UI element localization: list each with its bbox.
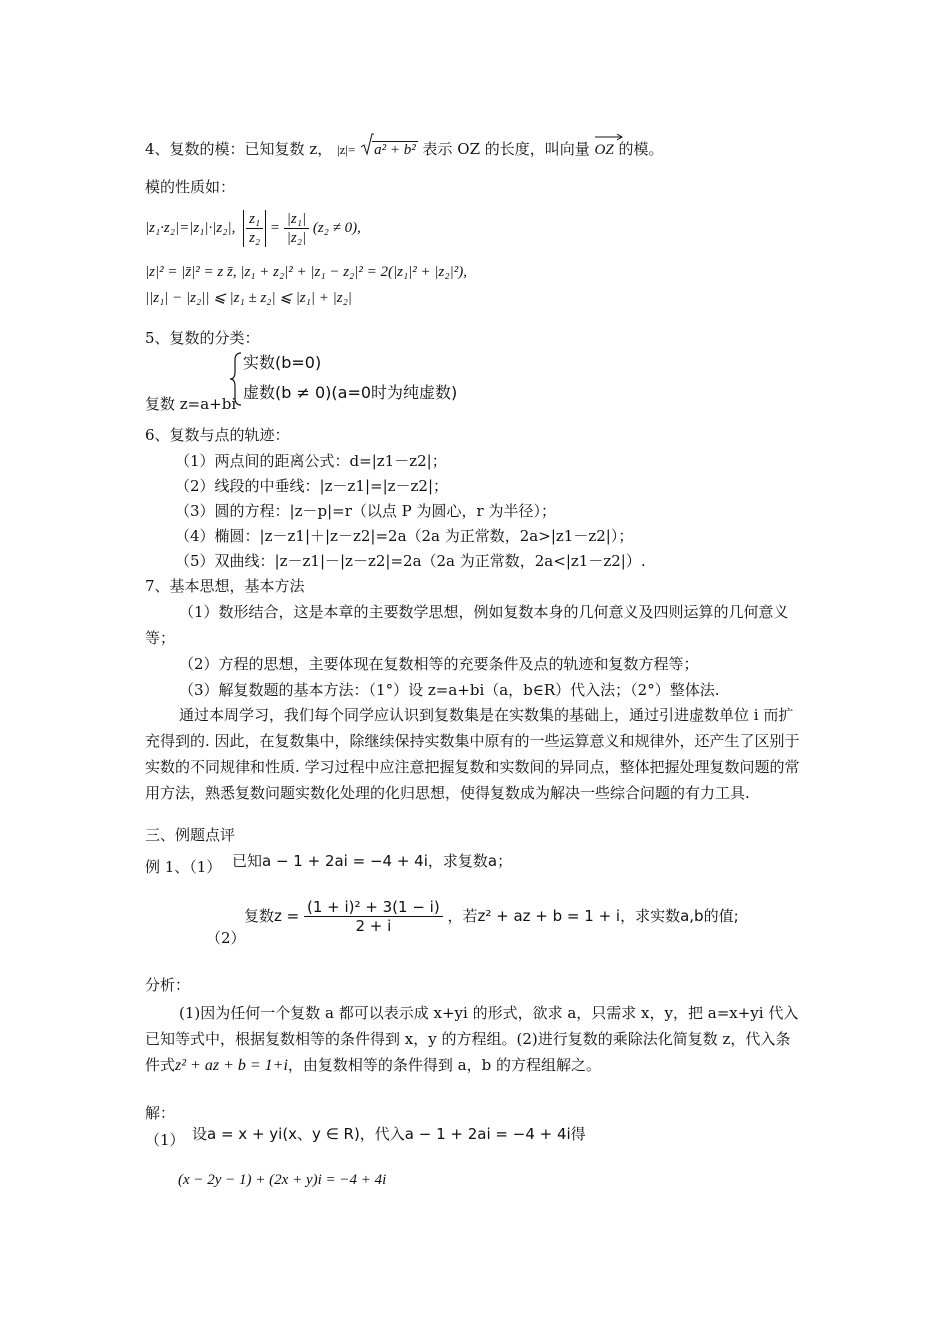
ex1-part2-den: 2 + i <box>355 917 392 935</box>
sqrt-radicand: a² + b² <box>374 142 416 158</box>
analysis-text-2: ，由复数相等的条件得到 a，b 的方程组解之。 <box>287 1056 601 1074</box>
analysis-title: 分析： <box>145 976 191 994</box>
condition-text: (z₂ ≠ 0), <box>312 219 361 236</box>
left-brace-icon <box>229 352 243 406</box>
s6-item-2: （2）线段的中垂线：|z－z1|=|z－z2|； <box>175 477 449 495</box>
solution-label: （1） <box>145 1131 185 1149</box>
solution-line-2: (x − 2y − 1) + (2x + y)i = −4 + 4i <box>178 1172 387 1188</box>
s4-text-3: 的模。 <box>618 140 664 158</box>
vector-oz <box>595 139 614 160</box>
vector-arrow-icon <box>595 133 623 141</box>
ex1-label: 例 1、（1） <box>145 858 222 876</box>
s7-para-2: （2）方程的思想，主要体现在复数相等的充要条件及点的轨迹和复数方程等； <box>179 655 699 673</box>
formula-product: |z₁·z₂|=|z₁|·|z₂|, <box>145 219 236 236</box>
s6-item-3: （3）圆的方程：|z－p|=r（以点 P 为圆心，r 为半径）； <box>175 502 556 520</box>
s7-para-3: （3）解复数题的基本方法：（1°）设 z=a+bi（a，b∈R）代入法；（2°）整体法. <box>179 681 720 699</box>
section-4-modulus <box>145 139 664 160</box>
solution-line-1: 设a = x + yi(x、y ∈ R)，代入a − 1 + 2ai = −4 + 4i得 <box>192 1125 586 1143</box>
frac-z1-z2 <box>246 210 263 247</box>
ex1-part2-fraction <box>304 898 443 935</box>
frac-den-2: |z₂| <box>286 230 307 246</box>
s4-text-1: 4、复数的模：已知复数 z， <box>145 140 333 158</box>
ex1-part2-post: ，若z² + az + b = 1 + i，求实数a,b的值; <box>447 907 739 925</box>
abs-fraction <box>243 210 266 247</box>
s5-title: 5、复数的分类： <box>145 329 260 347</box>
s7-para-4: 通过本周学习，我们每个同学应认识到复数集是在实数集的基础上，通过引进虚数单位 i 而扩充得到的. 因此，在复数集中，除继续保持实数集中原有的一些运算意义和规律外，还产生了区别于实数的不同规律和性质. 学习过程中应注意把握复数和实数间的异同点，整体把握处理复数问题的常用方法，熟悉复数问题实数化处理的化归思想，使得复数成为解决一些综合问题的有力工具. <box>145 706 800 802</box>
s6-item-4: （4）椭圆：|z－z1|＋|z－z2|=2a（2a 为正常数，2a>|z1－z2|）； <box>175 527 634 545</box>
props-formula-1 <box>145 210 361 247</box>
ex1-part2-pre: 复数z = <box>244 907 300 925</box>
s7-para-1: （1）数形结合，这是本章的主要数学思想，例如复数本身的几何意义及四则运算的几何意义等； <box>145 603 789 647</box>
s6-item-1: （1）两点间的距离公式：d=|z1－z2|； <box>175 452 447 470</box>
s5-lead: 复数 z=a+bi <box>145 395 237 413</box>
s6-item-5: （5）双曲线：|z－z1|－|z－z2|=2a（2a 为正常数，2a<|z1－z2|）. <box>175 552 646 570</box>
vector-label: OZ <box>594 142 614 158</box>
s5-real: 实数(b=0) <box>243 353 322 372</box>
frac-abs-z1-abs-z2 <box>284 210 309 247</box>
props-formula-2: |z|² = |z̄|² = z z̄, |z₁ + z₂|² + |z₁ − z₂|² = 2(|z₁|² + |z₂|²), <box>145 264 467 280</box>
s4-text-2: 表示 OZ 的长度，叫向量 <box>422 140 590 158</box>
s5-imag: 虚数(b ≠ 0)(a=0时为纯虚数) <box>243 383 458 402</box>
props-formula-3: ||z₁| − |z₂|| ⩽ |z₁ ± z₂| ⩽ |z₁| + |z₂| <box>145 290 352 306</box>
s6-title: 6、复数与点的轨迹： <box>145 426 290 444</box>
analysis-para <box>145 1000 805 1079</box>
analysis-equation: z² + az + b = 1+i <box>175 1057 288 1074</box>
modz-text: |z|= <box>337 142 356 157</box>
s7-title: 7、基本思想，基本方法 <box>145 577 305 595</box>
sqrt-expression <box>360 139 418 160</box>
s3-title: 三、例题点评 <box>145 826 236 844</box>
ex1-part2 <box>244 898 739 935</box>
sqrt-sign-icon <box>360 133 374 157</box>
equals-sign: = <box>269 219 281 236</box>
frac-num: z₁ <box>246 210 263 229</box>
ex1-part2-label: （2） <box>206 929 246 947</box>
analysis-text-1: (1)因为任何一个复数 a 都可以表示成 x+yi 的形式，欲求 a，只需求 x，y，把 a=x+yi 代入已知等式中，根据复数相等的条件得到 x，y 的方程组。(2)进行复数的乘除法化简复数 z，代入条件式 <box>145 1004 799 1074</box>
frac-den: z₂ <box>249 230 261 246</box>
frac-num-2: |z₁| <box>284 210 309 229</box>
solution-title: 解： <box>145 1104 176 1122</box>
props-title: 模的性质如： <box>145 178 236 196</box>
ex1-part1: 已知a − 1 + 2ai = −4 + 4i，求复数a； <box>232 852 513 870</box>
ex1-part2-num: (1 + i)² + 3(1 − i) <box>304 898 443 917</box>
